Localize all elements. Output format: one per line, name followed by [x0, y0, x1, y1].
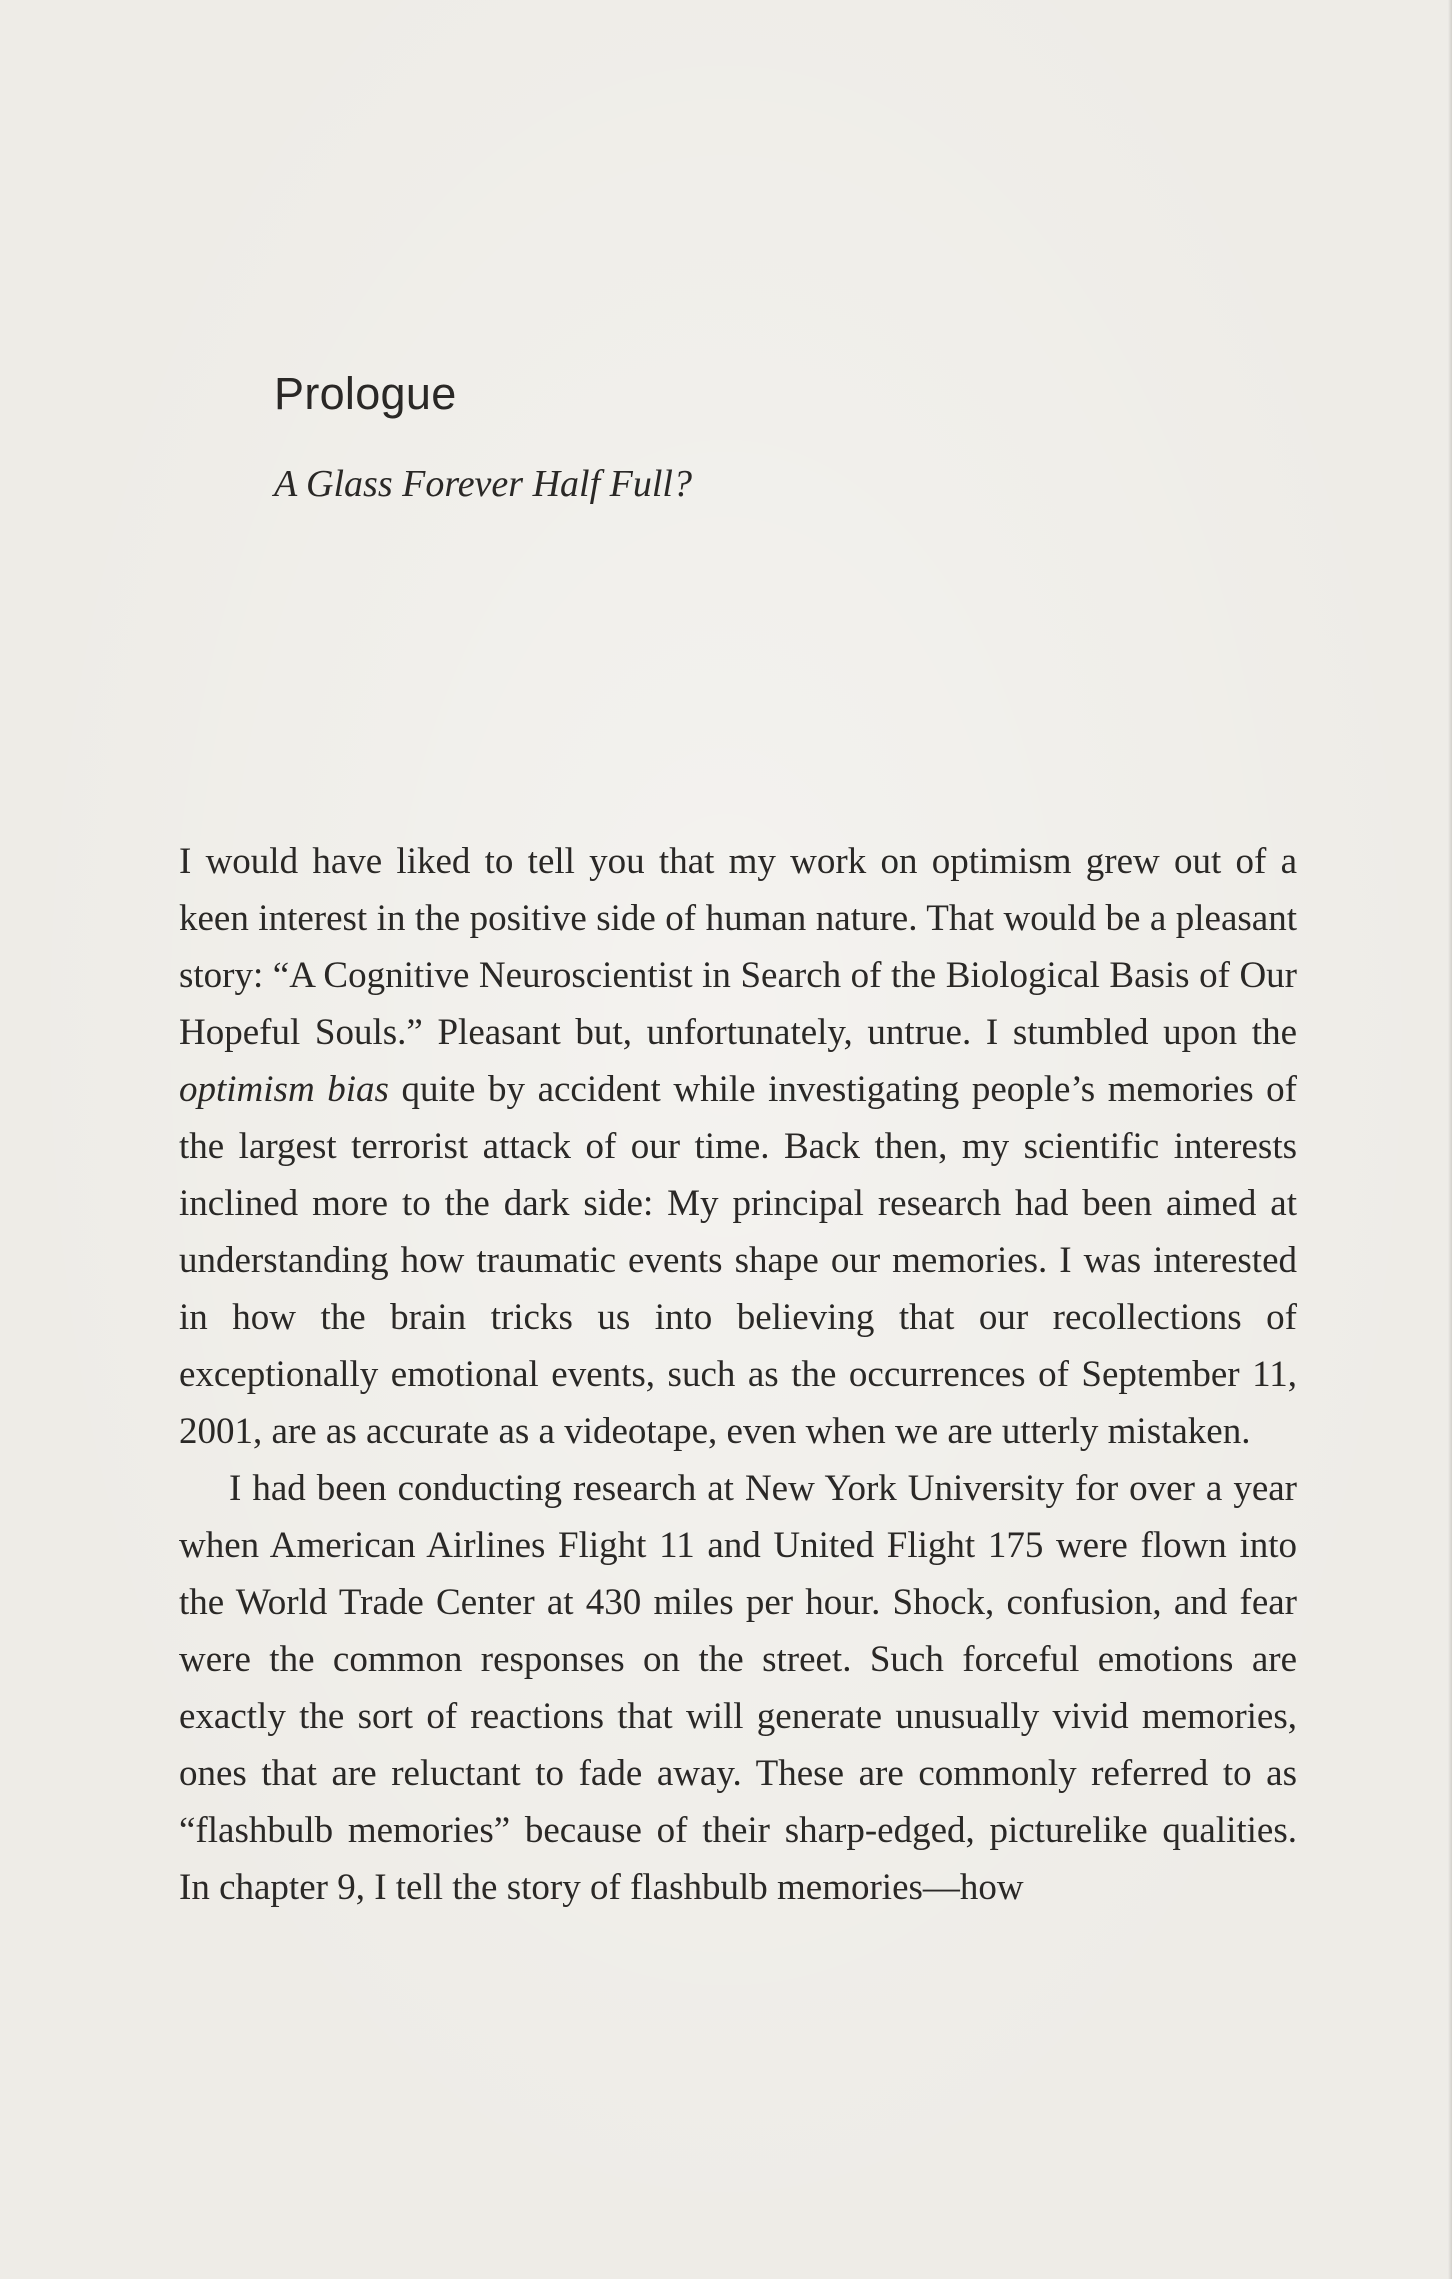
paragraph-1-text-start: I would have liked to tell you that my work on optimism grew out of a keen interest in the positive side of human nature. That would be a pleasant story: “A Cognitive Neuroscientist in Search of the Biological Basis of Our Hopeful Souls.” Pleasant but, unfortunately, untrue. I stumbled upon the: [179, 841, 1297, 1053]
chapter-subtitle: A Glass Forever Half Full?: [274, 463, 692, 505]
paragraph-2: I had been conducting research at New York University for over a year when American Airlines Flight 11 and United Flight 175 were flown into the World Trade Center at 430 miles per hour. Shock, confusion, and fear were the common responses on the street. Such forceful emotions are exactly the sort of reactions that will generate unusually vivid memories, ones that are reluctant to fade away. These are commonly referred to as “flashbulb memories” because of their sharp-edged, picturelike qualities. In chapter 9, I tell the story of flashbulb memories—how: [179, 1468, 1297, 1908]
page-edge-shadow: [1448, 0, 1452, 2279]
body-text: [179, 833, 1297, 1916]
emphasized-term: optimism bias: [179, 1069, 389, 1110]
chapter-title: Prologue: [274, 368, 457, 419]
paragraph-1: [179, 833, 1297, 1460]
paragraph-1-text-end: quite by accident while investigating people’s memories of the largest terrorist attack of our time. Back then, my scientific interests inclined more to the dark side: My principal research had been aimed at understanding how traumatic events shape our memories. I was interested in how the brain tricks us into believing that our recollections of exceptionally emotional events, such as the occurrences of September 11, 2001, are as accurate as a videotape, even when we are utterly mistaken.: [179, 1069, 1297, 1452]
